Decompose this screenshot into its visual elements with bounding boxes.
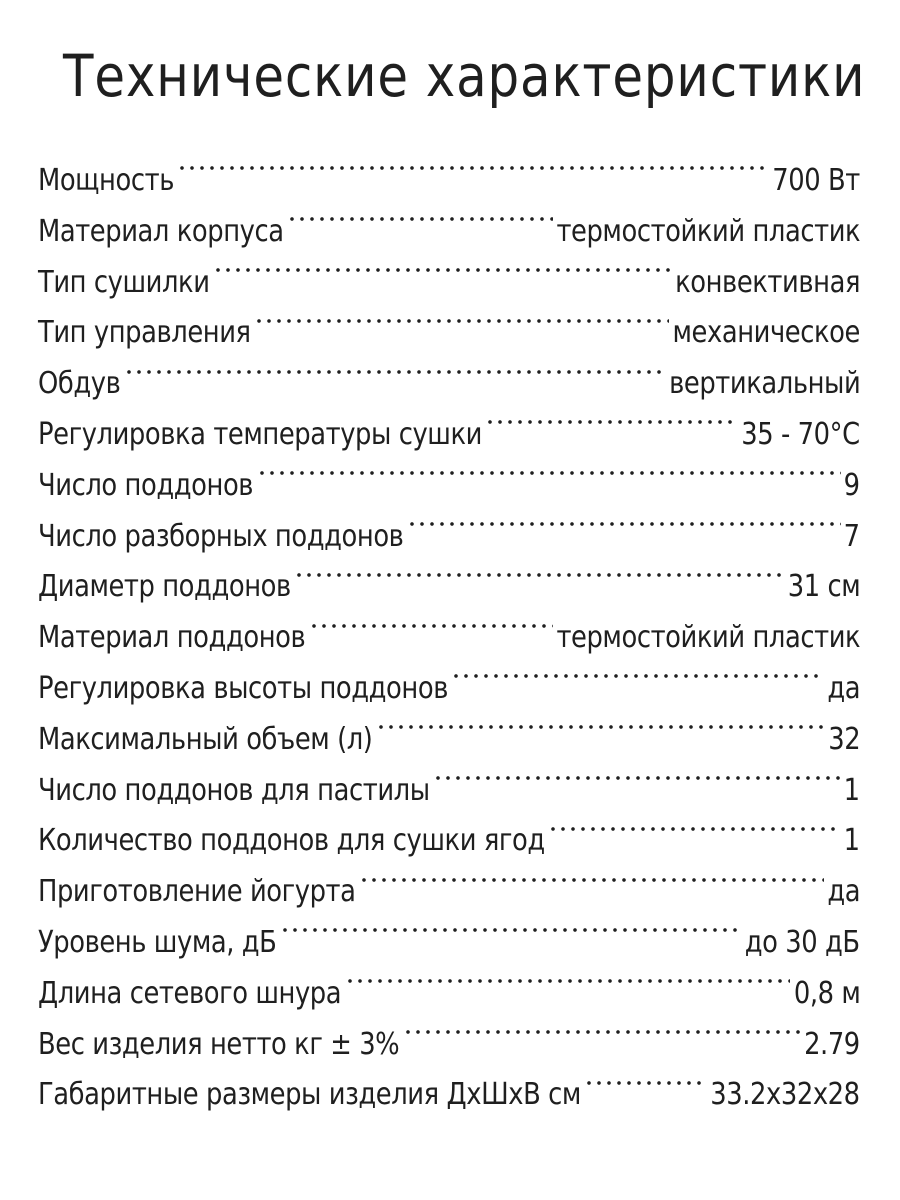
spec-value: механическое	[672, 315, 860, 351]
dot-leader	[345, 978, 790, 1010]
dot-leader	[309, 623, 553, 655]
dot-leader	[433, 775, 840, 807]
spec-label: Вес изделия нетто кг ± 3%	[38, 1026, 400, 1062]
spec-row-tray-diameter	[38, 562, 860, 613]
spec-row-temperature	[38, 410, 860, 461]
spec-row-body-material	[38, 207, 860, 258]
spec-value: 1	[844, 823, 860, 859]
spec-label: Материал корпуса	[38, 213, 284, 249]
dot-leader	[548, 826, 840, 858]
dot-leader	[407, 521, 841, 553]
spec-value: вертикальный	[668, 366, 860, 402]
spec-row-berry-trays	[38, 816, 860, 867]
spec-row-tray-height-adjust	[38, 664, 860, 715]
spec-row-power	[38, 156, 860, 207]
spec-row-pastila-trays	[38, 766, 860, 817]
dot-leader	[376, 724, 825, 756]
spec-label: Тип управления	[38, 315, 251, 351]
dot-leader	[584, 1080, 707, 1112]
spec-label: Тип сушилки	[38, 264, 210, 300]
specs-list	[38, 156, 860, 1121]
page-title: Технические характеристики	[63, 42, 866, 110]
dot-leader	[287, 216, 553, 248]
dot-leader	[451, 673, 823, 705]
spec-label: Число разборных поддонов	[38, 518, 404, 554]
dot-leader	[294, 572, 784, 604]
spec-label: Материал поддонов	[38, 620, 306, 656]
dot-leader	[403, 1029, 801, 1061]
spec-value: 33.2х32х28	[710, 1077, 860, 1113]
spec-label: Габаритные размеры изделия ДхШхВ см	[38, 1077, 581, 1113]
dot-leader	[254, 318, 669, 350]
spec-value: 700 Вт	[772, 163, 860, 198]
spec-value: термостойкий пластик	[556, 213, 860, 249]
spec-row-cord-length	[38, 969, 860, 1020]
spec-label: Уровень шума, дБ	[38, 924, 277, 960]
spec-row-net-weight	[38, 1020, 860, 1071]
dot-leader	[485, 419, 738, 451]
spec-value: конвективная	[675, 264, 860, 300]
dot-leader	[359, 877, 824, 909]
spec-label: Регулировка температуры сушки	[38, 416, 482, 452]
spec-label: Число поддонов	[38, 467, 254, 503]
spec-value: да	[827, 874, 860, 910]
dot-leader	[257, 470, 841, 502]
spec-row-dryer-type	[38, 258, 860, 309]
spec-row-dimensions	[38, 1070, 860, 1121]
spec-value: да	[827, 670, 860, 706]
spec-label: Число поддонов для пастилы	[38, 772, 430, 808]
spec-label: Обдув	[38, 366, 121, 402]
spec-label: Мощность	[38, 163, 174, 198]
spec-row-yogurt	[38, 867, 860, 918]
spec-label: Максимальный объем (л)	[38, 721, 373, 757]
spec-label: Регулировка высоты поддонов	[38, 670, 448, 706]
spec-row-airflow	[38, 359, 860, 410]
spec-value: 2.79	[804, 1026, 860, 1062]
spec-row-control-type	[38, 308, 860, 359]
spec-value: 1	[844, 772, 860, 808]
spec-label: Приготовление йогурта	[38, 874, 356, 910]
spec-row-collapsible-trays	[38, 512, 860, 563]
dot-leader	[177, 165, 769, 197]
spec-value: 32	[828, 721, 860, 757]
spec-label: Количество поддонов для сушки ягод	[38, 823, 545, 859]
spec-value: термостойкий пластик	[556, 620, 860, 656]
spec-row-noise-level	[38, 918, 860, 969]
spec-value: 7	[844, 518, 860, 554]
spec-row-tray-material	[38, 613, 860, 664]
spec-row-max-volume	[38, 715, 860, 766]
spec-value: 35 - 70°С	[741, 416, 860, 452]
spec-label: Длина сетевого шнура	[38, 975, 342, 1011]
dot-leader	[213, 267, 672, 299]
spec-value: до 30 дБ	[745, 924, 860, 960]
spec-value: 9	[844, 467, 860, 503]
spec-row-tray-count	[38, 461, 860, 512]
dot-leader	[280, 927, 742, 959]
spec-value: 31 см	[787, 569, 860, 605]
spec-value: 0,8 м	[793, 975, 860, 1011]
dot-leader	[124, 369, 666, 401]
spec-label: Диаметр поддонов	[38, 569, 291, 605]
